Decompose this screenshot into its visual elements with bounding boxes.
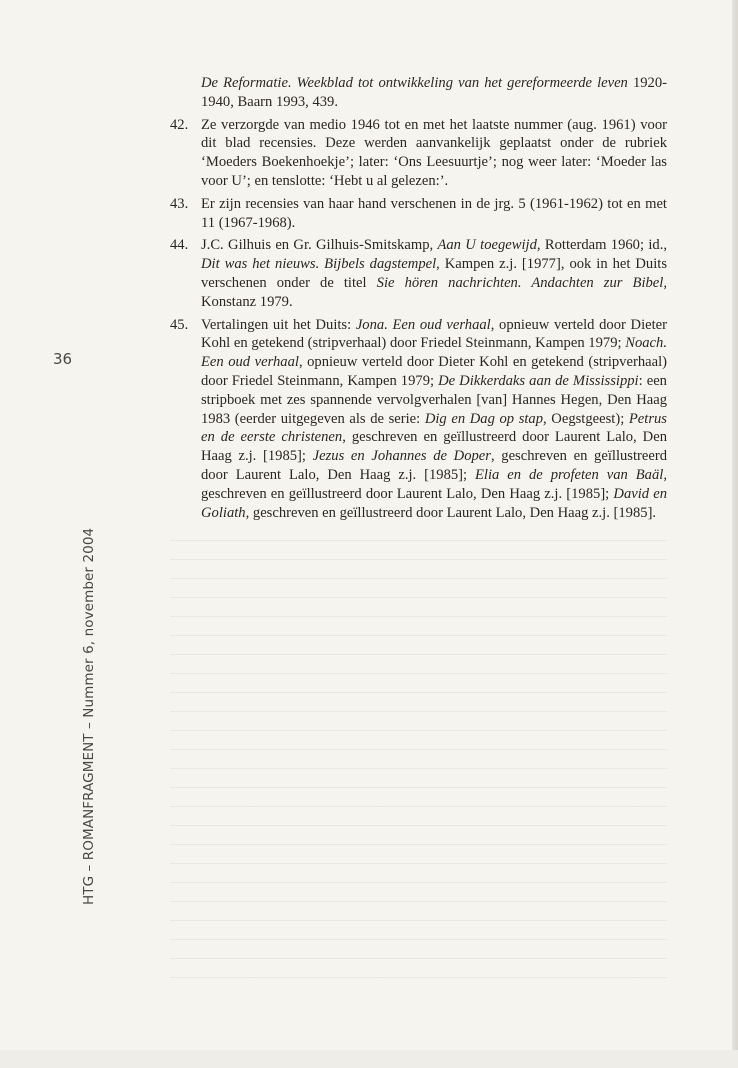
italic-title: Aan U toegewijd [437,237,537,254]
endnote-45 [170,316,667,523]
note-run: , Kampen z.j. [1977], ook in het Duits verschenen onder de titel [201,256,667,291]
italic-title: Sie hören nachrichten. Andachten zur Bibel [376,274,664,291]
note-number: 45. [170,316,189,333]
note-run: J.C. Gilhuis en Gr. Gilhuis-Smitskamp, [201,237,438,254]
note-run: 1920-1940, Baarn 1993, 439. [201,75,667,110]
note-text [201,317,667,521]
note-run: , Rotterdam 1960; id., [536,237,668,254]
italic-title: Petrus en de eerste christenen [201,410,667,446]
page-edge [732,0,738,1068]
note-text [201,75,667,110]
note-text [201,117,667,189]
note-run: : een stripboek met zes spannende vervolgverhalen [van] Hannes Hegen, Den Haag 1983 (eerder uitgegeven als de serie: [201,372,667,427]
note-number: 42. [170,116,189,133]
running-footer: HTG – ROMANFRAGMENT – Nummer 6, november 2004 [81,527,97,905]
show-through-text [170,540,667,980]
note-text [201,196,667,231]
italic-title: De Dikkerdaks aan de Mississippi [438,372,639,389]
italic-title: Jezus en Johannes de Doper [312,448,491,465]
italic-title: David en Goliath [201,485,668,521]
note-run: , geschreven en geïllustreerd door Laurent Lalo, Den Haag z.j. [1985]. [245,504,657,521]
endnote-42 [170,116,667,191]
note-run: Er zijn recensies van haar hand verschenen in de jrg. 5 (1961-1962) tot en met 11 (1967-1968). [201,195,667,231]
note-run: Ze verzorgde van medio 1946 tot en met het laatste nummer (aug. 1961) voor dit blad recensies. Deze werden aanvankelijk geplaatst onder de rubriek ‘Moeders Boekenhoekje’; later: ‘Ons Leesuurtje’; nog weer later: ‘Moeder las voor U’; en tenslotte: ‘Hebt u al gelezen:’. [201,116,667,189]
page-number: 36 [53,350,73,368]
note-run: , geschreven en geïllustreerd door Laurent Lalo, Den Haag z.j. [1985]; [201,448,668,483]
note-run: , Oegstgeest); [543,410,629,427]
endnote-43 [170,195,667,233]
note-number: 43. [170,195,189,212]
note-run: , geschreven en geïllustreerd door Laurent Lalo, Den Haag z.j. [1985]; [201,466,667,502]
endnotes [170,74,667,526]
note-run: , opnieuw verteld door Dieter Kohl en getekend (stripverhaal) door Friedel Steinmann, Kampen 1979; [201,354,667,389]
italic-title: Elia en de profeten van Baäl [475,466,664,483]
note-text [201,237,667,309]
bottom-band [0,1050,738,1068]
note-run: , opnieuw verteld door Dieter Kohl en getekend (stripverhaal) door Friedel Steinmann, Kampen 1979; [201,316,668,352]
italic-title: De Reformatie. Weekblad tot ontwikkeling van het gereformeerde leven [201,75,628,91]
italic-title: Dit was het nieuws. Bijbels dagstempel [201,256,437,273]
note-run: Vertalingen uit het Duits: [201,316,356,333]
note-run: , Konstanz 1979. [201,274,667,310]
note-number: 44. [170,237,189,254]
italic-title: Dig en Dag op stap [424,410,544,427]
italic-title: Noach. Een oud verhaal [201,335,667,371]
note-run: , geschreven en geïllustreerd door Laurent Lalo, Den Haag z.j. [1985]; [201,429,667,465]
italic-title: Jona. Een oud verhaal [355,316,491,333]
endnote-44 [170,236,667,311]
endnote-41-continued [170,74,667,112]
